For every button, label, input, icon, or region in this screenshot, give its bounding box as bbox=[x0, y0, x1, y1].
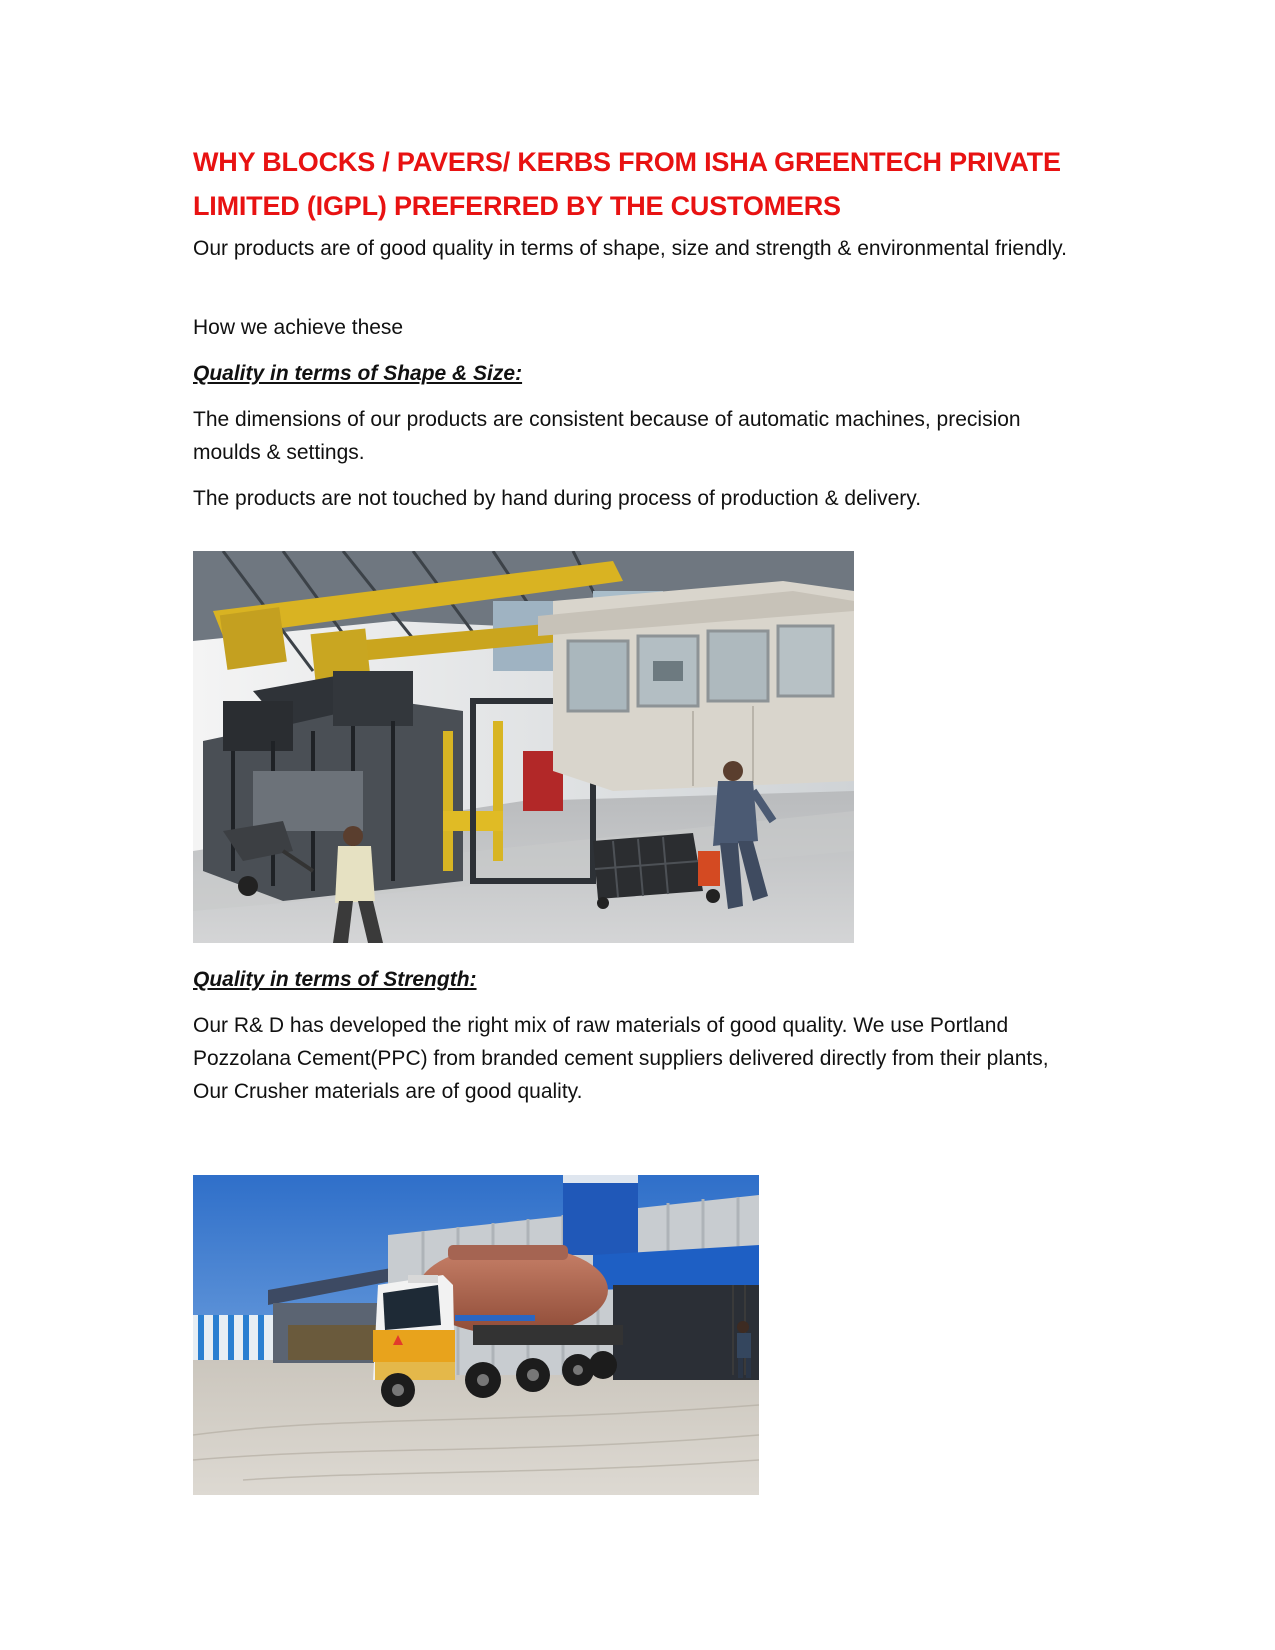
section-heading-shape-size: Quality in terms of Shape & Size: bbox=[193, 362, 523, 385]
how-paragraph: How we achieve these bbox=[193, 316, 404, 339]
cement-truck-photo bbox=[193, 1175, 759, 1495]
factory-machine-photo bbox=[193, 551, 854, 943]
section-heading-strength: Quality in terms of Strength: bbox=[193, 968, 477, 991]
dimensions-paragraph: The dimensions of our products are consistent because of automatic machines, precision moulds & settings. bbox=[193, 408, 1021, 464]
no-touch-paragraph: The products are not touched by hand during process of production & delivery. bbox=[193, 487, 922, 510]
page-title: WHY BLOCKS / PAVERS/ KERBS FROM ISHA GREENTECH PRIVATE LIMITED (IGPL) PREFERRED BY THE CUSTOMERS bbox=[193, 147, 1061, 221]
strength-paragraph: Our R& D has developed the right mix of raw materials of good quality. We use Portland Pozzolana Cement(PPC) from branded cement suppliers delivered directly from their plants, Our Crusher materials are of good quality. bbox=[193, 1014, 1049, 1103]
intro-paragraph: Our products are of good quality in terms of shape, size and strength & environmental friendly. bbox=[193, 237, 1067, 260]
